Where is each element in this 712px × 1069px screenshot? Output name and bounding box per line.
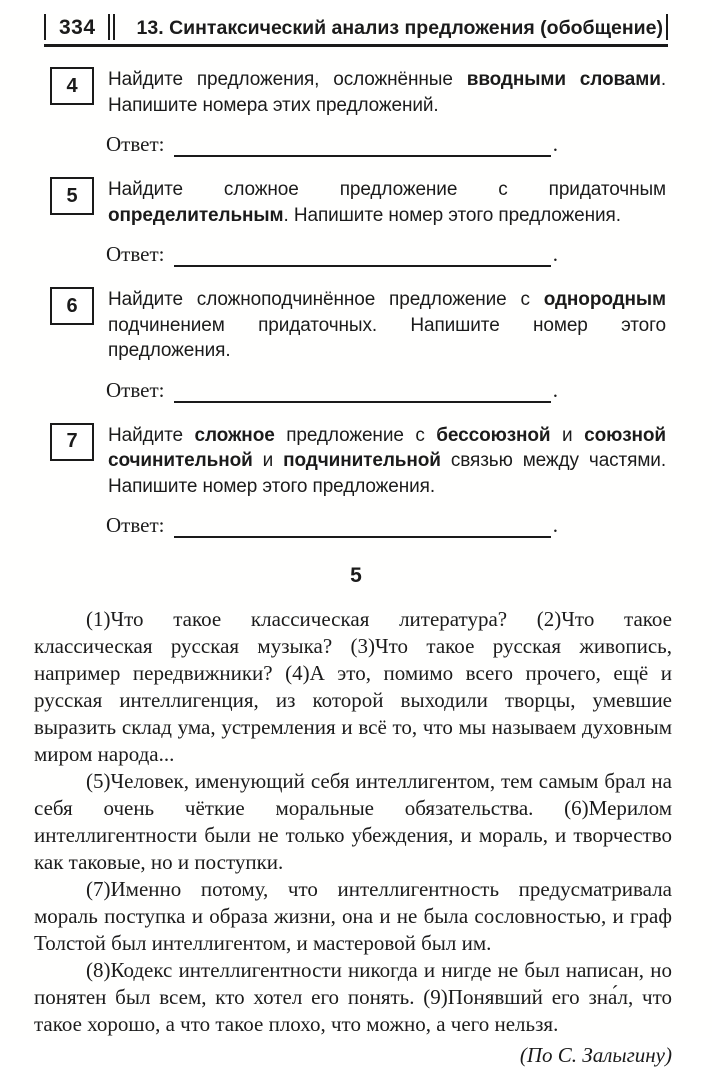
answer-row-7 [106, 512, 558, 538]
answer-period: . [552, 513, 558, 537]
passage-text [34, 606, 672, 1069]
book-page [0, 14, 712, 1067]
passage-paragraph-1: (1)Что такое классическая литература? (2)Что такое классическая русская музыка? (3)Что такое русская живопись, например передвижники? (4)А это, помимо всего прочего, ещё и русская интеллигенция, из которой выходили творцы, умевшие выразить склад ума, устремления и всё то, что мы называем духовным миром народа... [34, 607, 672, 766]
answer-row-6 [106, 377, 558, 403]
task-item-6 [50, 287, 666, 364]
passage-paragraph-3: (7)Именно потому, что интеллигентность предусматривала мораль поступка и образа жизни, она и не была сословностью, и граф Толстой был интеллигентом, и мастеровой был им. [34, 877, 672, 955]
task-item-7 [50, 423, 666, 500]
answer-blank [174, 514, 550, 538]
task-number-box: 6 [50, 287, 94, 325]
passage-number: 5 [350, 564, 362, 587]
page-number: 334 [59, 16, 96, 39]
page-header [44, 14, 668, 47]
passage-paragraph-4: (8)Кодекс интеллигентности никогда и нигде не был написан, но понятен был всем, кто хотел его понять. (9)Понявший его зна́л, что такое хорошо, а что такое плохо, что можно, а чего нельзя. [34, 958, 672, 1036]
task-item-4 [50, 67, 666, 118]
task-number-box: 5 [50, 177, 94, 215]
answer-blank [174, 243, 550, 267]
tasks-section [50, 67, 666, 538]
answer-row-4 [106, 131, 558, 157]
task-number-box: 7 [50, 423, 94, 461]
answer-row-5 [106, 241, 558, 267]
answer-label: Ответ: [106, 132, 165, 156]
chapter-title: 13. Синтаксический анализ предложения (обобщение) [136, 17, 663, 39]
answer-label: Ответ: [106, 377, 165, 402]
answer-period: . [552, 377, 558, 402]
task-number-box: 4 [50, 67, 94, 105]
answer-label: Ответ: [106, 513, 165, 537]
task-item-5 [50, 177, 666, 228]
header-separator [108, 14, 115, 40]
task-text: Найдите сложное предложение с бессоюзной и союзной сочинительной и подчинительной связью между частями. Напишите номер этого предложения. [108, 424, 667, 497]
answer-blank [174, 133, 550, 157]
passage-paragraph-2: (5)Человек, именующий себя интеллигентом, тем самым брал на себя очень чёткие моральные обязательства. (6)Мерилом интеллигентности были не только убеждения, и мораль, и творчество как таковые, но и поступки. [34, 769, 672, 874]
task-text: Найдите предложения, осложнённые вводными словами. Напишите номера этих предложений. [108, 69, 666, 116]
answer-blank [174, 379, 550, 403]
header-right-bar [666, 14, 668, 40]
answer-label: Ответ: [106, 242, 165, 266]
answer-period: . [552, 242, 558, 266]
task-text: Найдите сложное предложение с придаточным определительным. Напишите номер этого предложения. [108, 179, 666, 226]
task-text: Найдите сложноподчинённое предложение с однородным подчинением придаточных. Напишите номер этого предложения. [108, 289, 666, 361]
answer-period: . [552, 132, 558, 156]
passage-attribution: (По С. Залыгину) [519, 1043, 672, 1067]
